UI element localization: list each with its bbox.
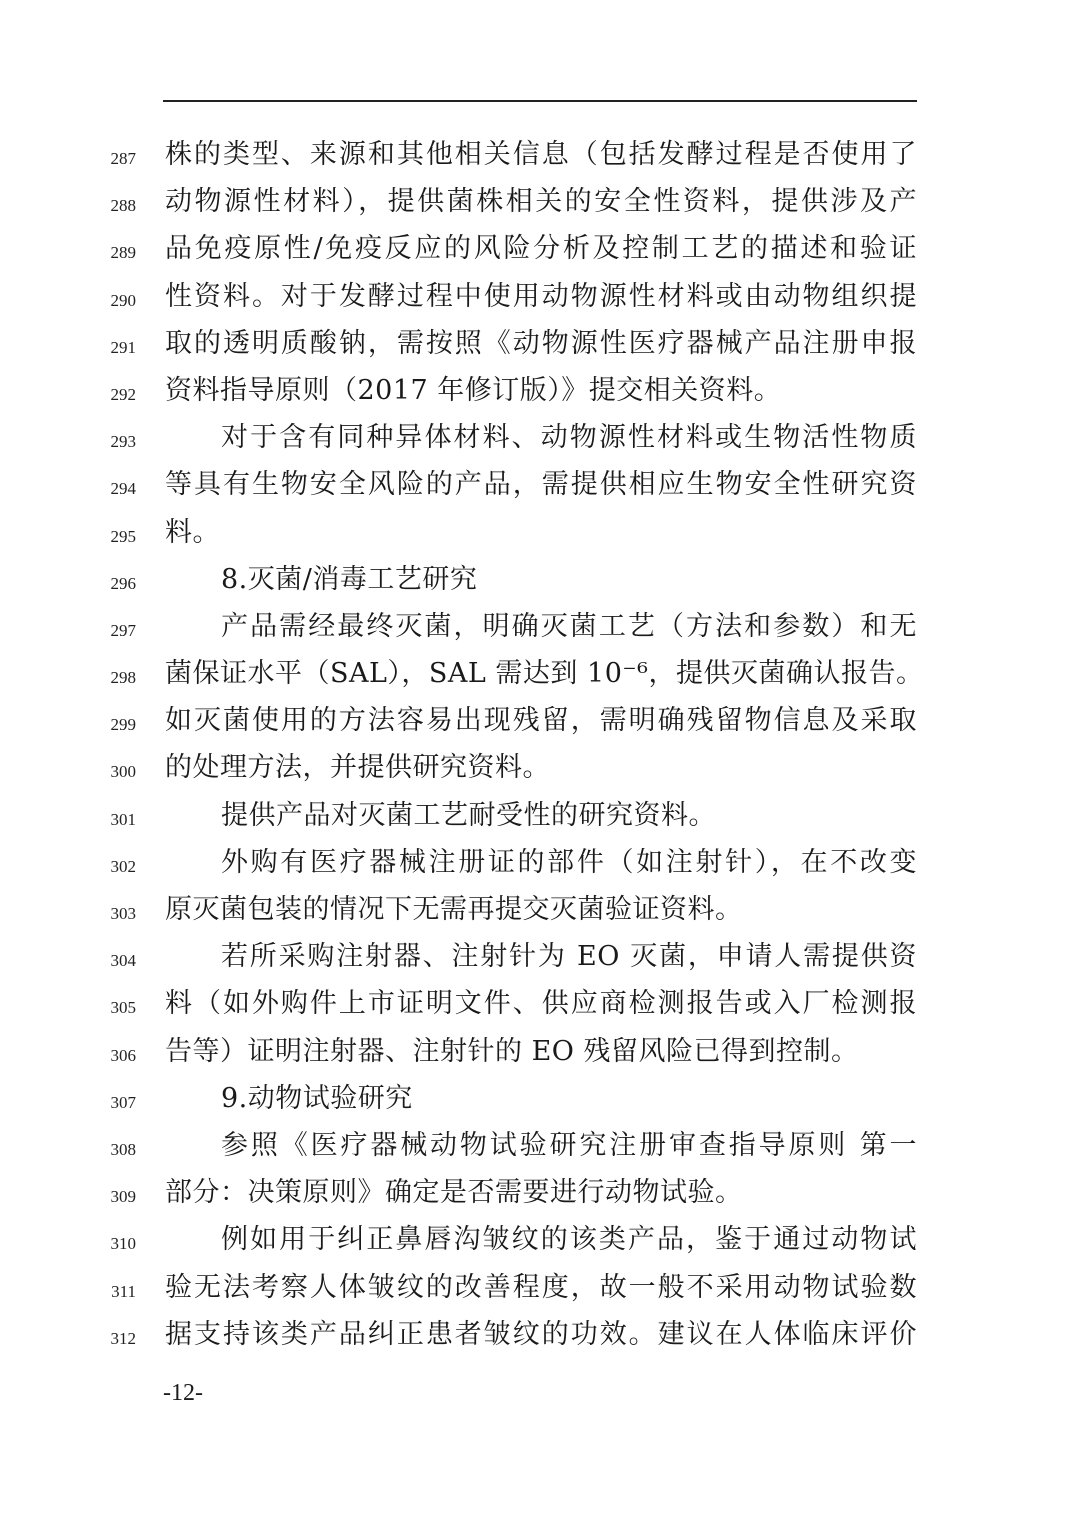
line-text: 外购有医疗器械注册证的部件（如注射针），在不改变 — [221, 846, 917, 878]
line-number: 298 — [110, 668, 136, 688]
document-line — [0, 322, 1080, 369]
document-line — [0, 416, 1080, 463]
line-number: 291 — [110, 337, 136, 357]
line-number: 293 — [110, 432, 136, 452]
line-text: 如灭菌使用的方法容易出现残留，需明确残留物信息及采取 — [165, 705, 917, 737]
line-number: 304 — [110, 951, 136, 971]
line-text: 菌保证水平（SAL），SAL 需达到 10⁻⁶，提供灭菌确认报告。 — [165, 658, 924, 690]
line-number: 302 — [110, 856, 136, 876]
line-text: 性资料。对于发酵过程中使用动物源性材料或由动物组织提 — [165, 280, 917, 312]
document-line — [0, 558, 1080, 605]
line-number: 299 — [110, 715, 136, 735]
document-line — [0, 888, 1080, 935]
document-line — [0, 1266, 1080, 1313]
document-line — [0, 794, 1080, 841]
line-text: 取的透明质酸钠，需按照《动物源性医疗器械产品注册申报 — [165, 327, 917, 359]
line-text: 例如用于纠正鼻唇沟皱纹的该类产品，鉴于通过动物试 — [221, 1224, 917, 1256]
document-line — [0, 652, 1080, 699]
line-text: 的处理方法，并提供研究资料。 — [165, 752, 550, 784]
line-text: 产品需经最终灭菌，明确灭菌工艺（方法和参数）和无 — [221, 610, 917, 642]
line-number: 294 — [110, 479, 136, 499]
line-text: 原灭菌包装的情况下无需再提交灭菌验证资料。 — [165, 894, 743, 925]
document-line — [0, 463, 1080, 510]
line-text: 等具有生物安全风险的产品，需提供相应生物安全性研究资 — [165, 469, 917, 501]
line-text: 验无法考察人体皱纹的改善程度，故一般不采用动物试验数 — [165, 1271, 917, 1303]
line-number: 287 — [110, 149, 136, 168]
document-line — [0, 699, 1080, 746]
document-line — [0, 1218, 1080, 1265]
line-number: 308 — [110, 1139, 136, 1159]
document-line — [0, 1171, 1080, 1218]
document-line — [0, 841, 1080, 888]
line-number: 289 — [110, 243, 136, 263]
document-line — [0, 133, 1080, 180]
line-text: 9.动物试验研究 — [221, 1082, 413, 1114]
line-number: 301 — [110, 809, 136, 829]
line-text: 告等）证明注射器、注射针的 EO 残留风险已得到控制。 — [165, 1035, 859, 1067]
line-number: 296 — [110, 573, 136, 593]
document-line — [0, 1077, 1080, 1124]
line-number: 306 — [110, 1045, 136, 1065]
line-number: 303 — [110, 904, 136, 923]
line-number: 309 — [110, 1187, 136, 1207]
document-line — [0, 605, 1080, 652]
line-number: 312 — [110, 1328, 136, 1348]
line-number: 288 — [110, 196, 136, 216]
page-number: -12- — [163, 1380, 203, 1406]
document-line — [0, 275, 1080, 322]
line-text: 品免疫原性/免疫反应的风险分析及控制工艺的描述和验证 — [165, 233, 917, 265]
line-text: 株的类型、来源和其他相关信息（包括发酵过程是否使用了 — [165, 139, 917, 170]
line-text: 若所采购注射器、注射针为 EO 灭菌，申请人需提供资 — [221, 941, 917, 973]
line-number: 290 — [110, 290, 136, 310]
document-line — [0, 369, 1080, 416]
header-rule — [163, 100, 917, 102]
line-number: 307 — [110, 1092, 136, 1112]
line-text: 部分：决策原则》确定是否需要进行动物试验。 — [165, 1177, 743, 1209]
document-line — [0, 935, 1080, 982]
line-number: 311 — [111, 1281, 136, 1301]
document-line — [0, 746, 1080, 793]
document-line — [0, 1030, 1080, 1077]
line-text: 提供产品对灭菌工艺耐受性的研究资料。 — [221, 799, 716, 831]
document-line — [0, 982, 1080, 1029]
line-number: 292 — [110, 384, 136, 404]
line-text: 据支持该类产品纠正患者皱纹的功效。建议在人体临床评价 — [165, 1318, 917, 1350]
line-text: 参照《医疗器械动物试验研究注册审查指导原则 第一 — [221, 1129, 917, 1161]
line-number: 297 — [110, 620, 136, 640]
document-line — [0, 1313, 1080, 1360]
line-number: 305 — [110, 998, 136, 1018]
document-line — [0, 227, 1080, 274]
line-text: 8.灭菌/消毒工艺研究 — [221, 563, 478, 595]
line-number: 295 — [110, 526, 136, 546]
line-number: 300 — [110, 762, 136, 782]
document-line — [0, 180, 1080, 227]
line-number: 310 — [110, 1234, 136, 1254]
document-body — [0, 133, 1080, 1360]
document-line — [0, 1124, 1080, 1171]
line-text: 料。 — [165, 516, 220, 548]
document-line — [0, 511, 1080, 558]
line-text: 对于含有同种异体材料、动物源性材料或生物活性物质 — [221, 422, 917, 454]
line-text: 料（如外购件上市证明文件、供应商检测报告或入厂检测报 — [165, 988, 917, 1020]
line-text: 动物源性材料），提供菌株相关的安全性资料，提供涉及产 — [165, 186, 917, 218]
line-text: 资料指导原则（2017 年修订版）》提交相关资料。 — [165, 374, 782, 406]
